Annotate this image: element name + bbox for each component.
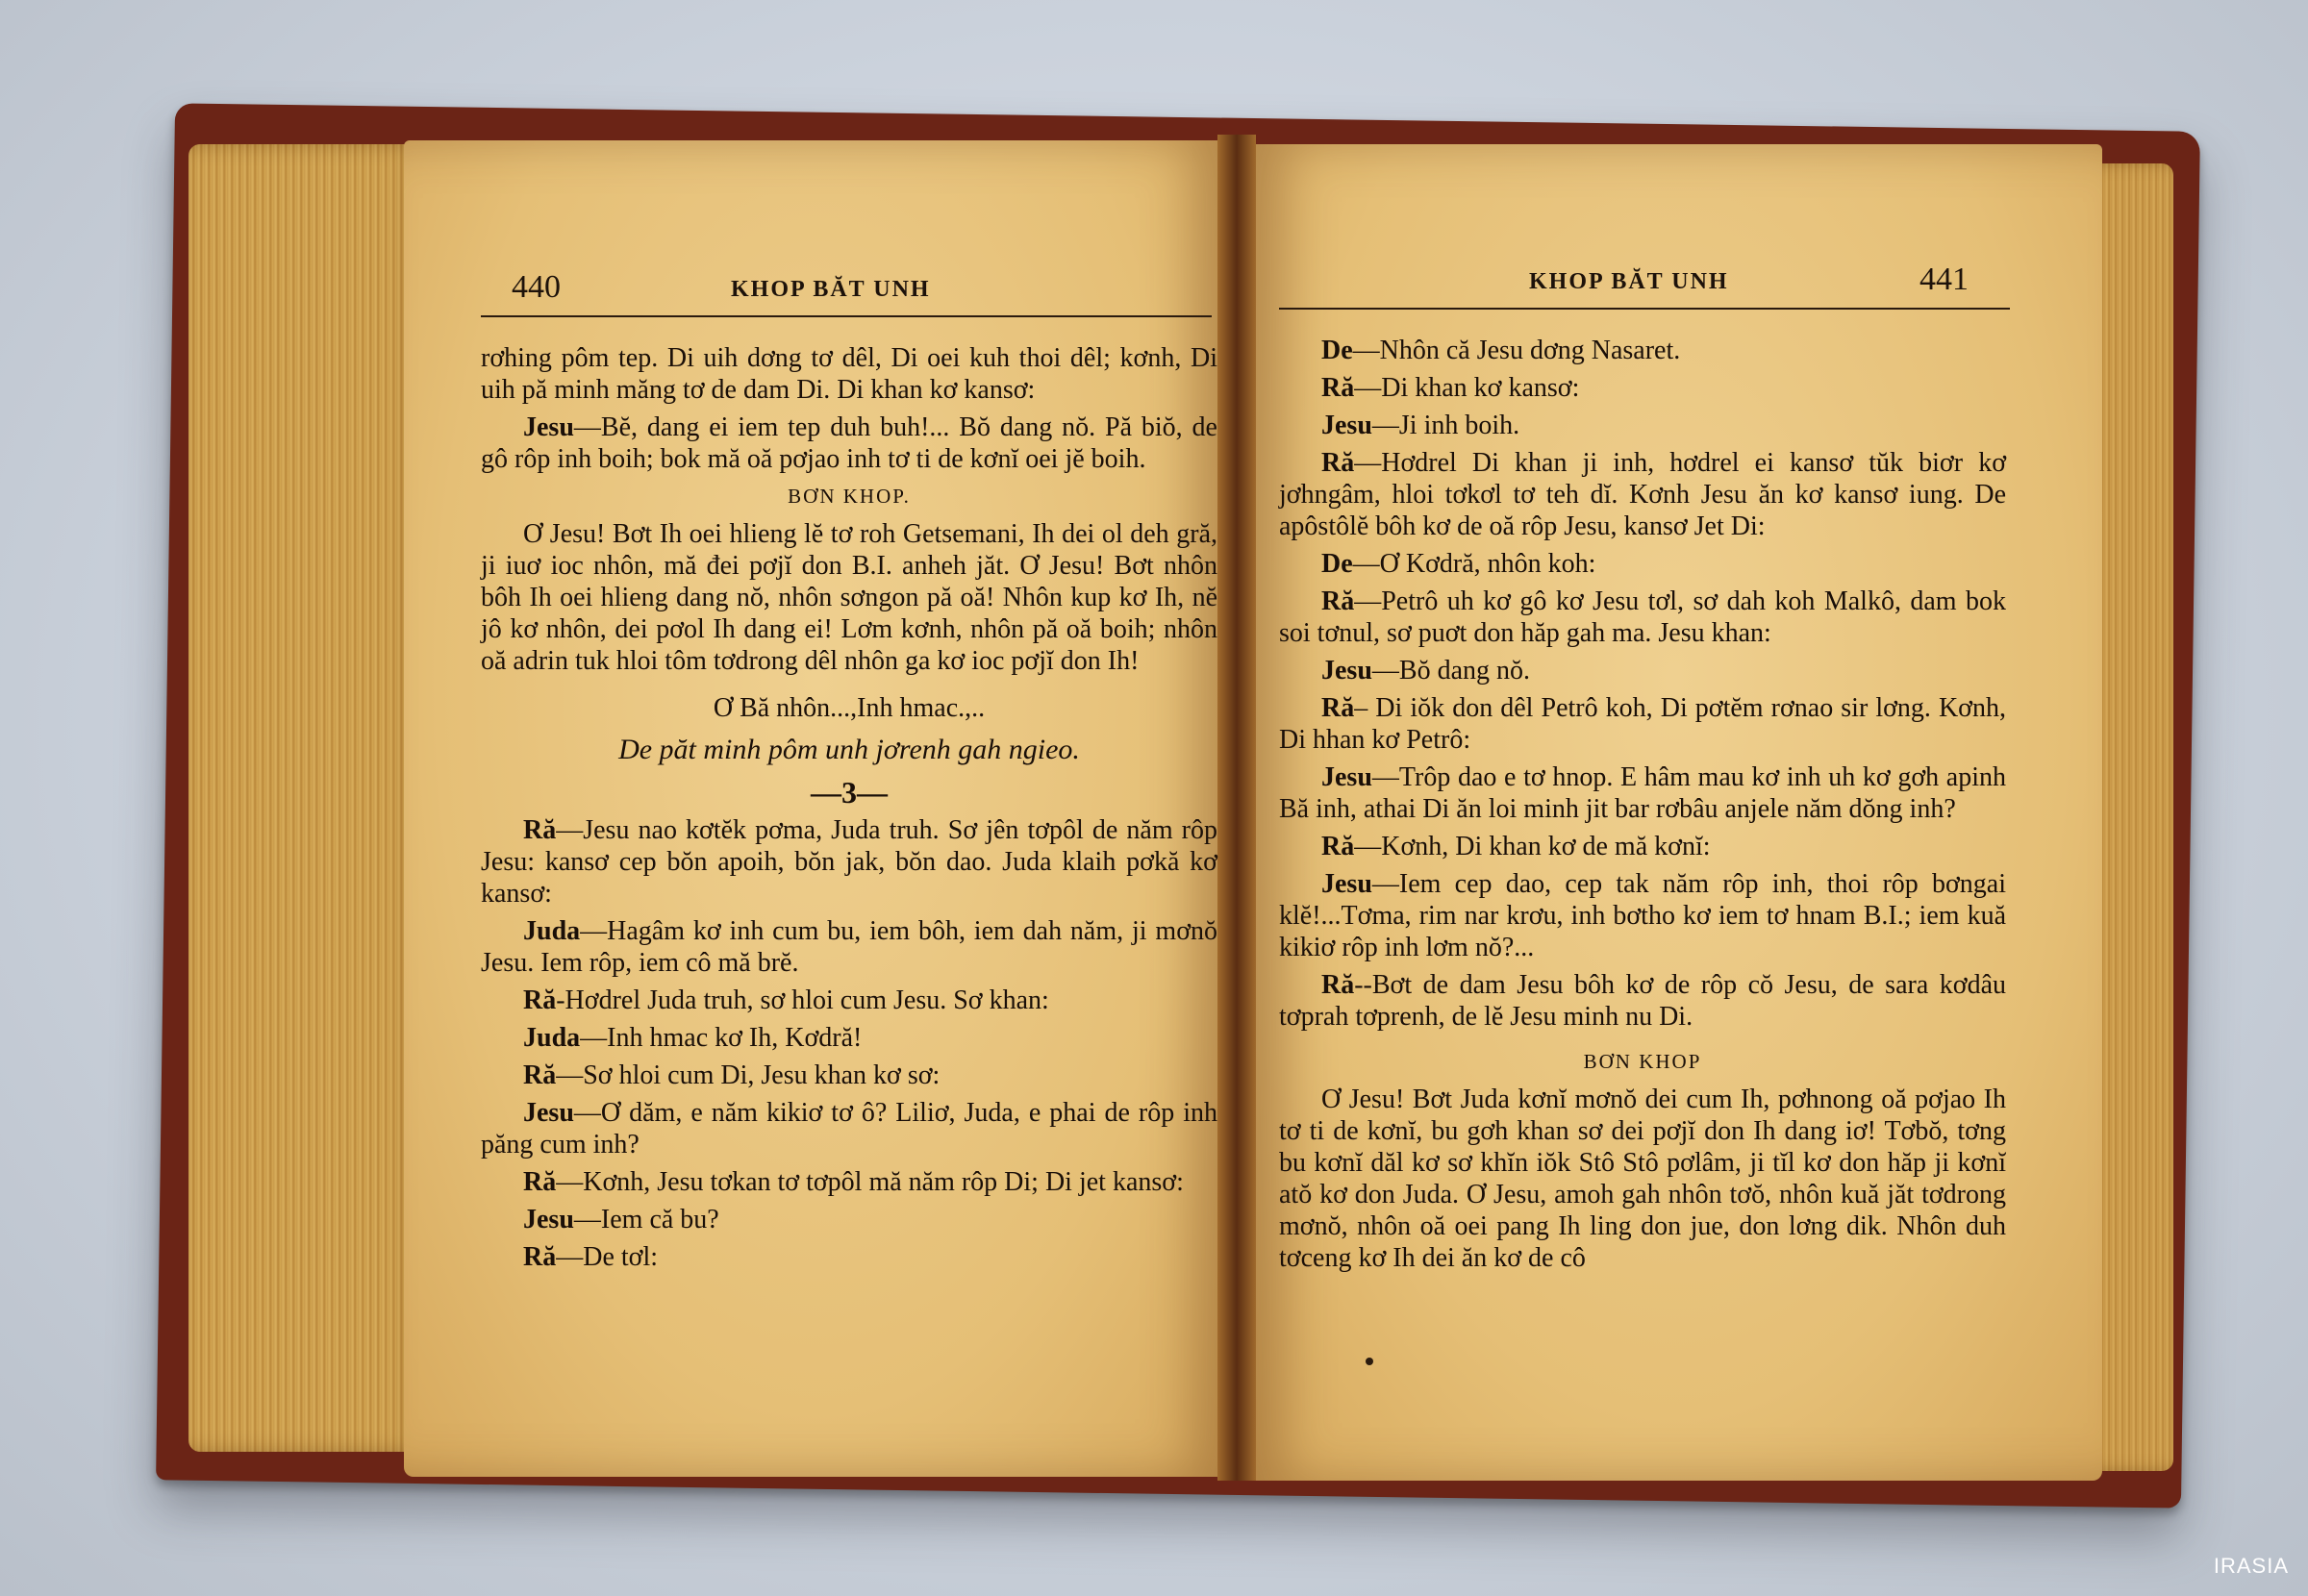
- speech: Ră-Hơdrel Juda truh, sơ hloi cum Jesu. Sơ khan:: [523, 985, 1049, 1015]
- speaker: Ră: [1321, 970, 1355, 1000]
- paragraph: rơhing pôm tep. Di uih dơng tơ dêl, Di oei kuh thoi dêl; kơnh, Di uih pă minh măng tơ de dam Di. Di khan kơ kansơ:: [481, 343, 1217, 405]
- speech: Juda—Inh hmac kơ Ih, Kơdră!: [523, 1023, 863, 1053]
- speech: Ră—Sơ hloi cum Di, Jesu khan kơ sơ:: [523, 1060, 941, 1090]
- paragraph: Ơ Jesu! Bơt Ih oei hlieng lĕ tơ roh Getsemani, Ih dei ol deh gră, ji iuơ ioc nhôn, mă đei pơjĭ don B.I. anheh jăt. Ơ Jesu! Bơt nhôn bôh Ih oei hlieng dang nŏ, nhôn sơngon pă oă! Nhôn kup kơ Ih, nĕ jô kơ nhôn, dei pơol Ih dang ei! Lơm kơnh, nhôn pă oă boih; nhôn oă adrin tuk hloi tôm tơdrong dêl nhôn ga kơ ioc pơjĭ don Ih!: [481, 519, 1217, 676]
- speaker: Ră: [1321, 373, 1355, 403]
- speech: [481, 411, 1217, 475]
- speaker: Jesu: [1321, 411, 1372, 440]
- left-header-rule: [481, 315, 1212, 317]
- speaker: Jesu: [1321, 869, 1372, 899]
- speaker: Jesu: [523, 1205, 574, 1234]
- speech: Jesu—Bŏ dang nŏ.: [1321, 656, 1531, 686]
- speaker: Ră: [523, 1060, 557, 1090]
- speech: Jesu—Iem că bu?: [523, 1205, 719, 1234]
- speaker: Juda: [523, 1023, 581, 1053]
- speech: Ră--Bơt de dam Jesu bôh kơ de rôp cŏ Jesu, de sara kơdâu tơprah tơprenh, de lĕ Jesu minh nu Di.: [1279, 970, 2006, 1032]
- paragraph: Ơ Jesu! Bơt Juda kơnĭ mơnŏ dei cum Ih, pơhnong oă pơjao Ih tơ ti de kơnĭ, bu gơh khan sơ dei pơjĭ don Ih dang iơ! Tơbŏ, tơng bu kơnĭ dăl kơ sơ khĭn iŏk Stô Stô pơlâm, ji tĭl kơ don hăp ji kơnĭ atŏ kơ don Juda. Ơ Jesu, amoh gah nhôn tơŏ, nhôn kuă jăt tơdrong mơnŏ, nhôn oă oei pang Ih ling don jue, don lơng dik. Nhôn duh tơceng kơ Ih dei ăn kơ de cô: [1279, 1085, 2006, 1273]
- speech: Ră—Kơnh, Jesu tơkan tơ tơpôl mă năm rôp Di; Di jet kansơ:: [523, 1167, 1184, 1197]
- speaker: Ră: [1321, 586, 1355, 616]
- speech: De—Nhôn că Jesu dơng Nasaret.: [1321, 336, 1681, 365]
- left-page-number: 440: [512, 269, 561, 305]
- speaker: De: [1321, 549, 1353, 579]
- speech: Ră—Di khan kơ kansơ:: [1321, 373, 1580, 403]
- speech: Ră—Hơdrel Di khan ji inh, hơdrel ei kansơ tŭk biơr kơ jơhngâm, hloi tơkơl tơ teh dĭ. Kơnh Jesu ăn kơ kansơ iung. De apôstôlĕ bôh kơ de oă rôp Jesu, kansơ Jet Di:: [1279, 448, 2006, 541]
- speaker: Ră: [1321, 832, 1355, 861]
- speech: Jesu—Ơ dăm, e năm kikiơ tơ ô? Liliơ, Juda, e phai de rôp inh păng cum inh?: [481, 1098, 1217, 1160]
- speech: Jesu—Trôp dao e tơ hnop. E hâm mau kơ inh uh kơ gơh apinh Bă inh, athai Di ăn loi minh jit bar rơbâu anjele năm dŏng inh?: [1279, 762, 2006, 824]
- speech: Ră—Jesu nao kơtĕk pơma, Juda truh. Sơ jên tơpôl de năm rôp Jesu: kansơ cep bŏn apoih, bŏn jak, bŏn dao. Juda klaih pơkă kơ kansơ:: [481, 815, 1217, 909]
- page-mark: [1366, 1358, 1373, 1365]
- speaker: Ră: [523, 985, 557, 1015]
- section-heading: BƠN KHOP.: [788, 485, 911, 508]
- right-header-rule: [1279, 308, 2010, 310]
- speech: Jesu—Ji inh boih.: [1321, 411, 1520, 440]
- book-gutter: [1217, 135, 1256, 1481]
- speaker: Juda: [523, 916, 581, 946]
- speech: De—Ơ Kơdră, nhôn koh:: [1321, 549, 1596, 579]
- speech: Ră—De tơl:: [523, 1242, 659, 1272]
- section-heading: BƠN KHOP: [1583, 1050, 1702, 1073]
- watermark: IRASIA: [2213, 1554, 2289, 1578]
- speaker: Ră: [523, 1167, 557, 1197]
- speaker: Ră: [1321, 448, 1355, 478]
- speaker: Ră: [1321, 693, 1355, 723]
- speaker: Ră: [523, 815, 557, 845]
- left-page-edges: [188, 144, 419, 1452]
- speech-text: —Bĕ, dang ei iem tep duh buh!... Bŏ dang nŏ. Pă biŏ, de gô rôp inh boih; bok mă oă pơjao inh tơ ti de kơnĭ oei jĕ boih.: [481, 412, 1217, 474]
- speech: Ră—Petrô uh kơ gô kơ Jesu tơl, sơ dah koh Malkô, dam bok soi tơnul, sơ puơt don hăp gah ma. Jesu khan:: [1279, 586, 2006, 648]
- speaker: Jesu: [1321, 656, 1372, 686]
- left-page-text: [481, 342, 1217, 1279]
- left-running-head: KHOP BĂT UNH: [731, 277, 931, 302]
- speech: Ră– Di iŏk don dêl Petrô koh, Di pơtĕm rơnao sir lơng. Kơnh, Di hhan kơ Petrô:: [1279, 693, 2006, 755]
- speaker: Jesu: [523, 412, 574, 442]
- rubric: De păt minh pôm unh jơrenh gah ngieo.: [618, 734, 1080, 765]
- right-page-number: 441: [1919, 262, 1969, 297]
- section-number: —3—: [811, 775, 888, 810]
- speaker: De: [1321, 336, 1353, 365]
- right-running-head: KHOP BĂT UNH: [1529, 269, 1729, 294]
- speech: Jesu—Iem cep dao, cep tak năm rôp inh, thoi rôp bơngai klĕ!...Tơma, rim nar krơu, inh bơtho kơ iem tơ hnam B.I.; iem kuă kikiơ rôp inh lơm nŏ?...: [1279, 869, 2006, 962]
- speech: Ră—Kơnh, Di khan kơ de mă kơnĭ:: [1321, 832, 1711, 861]
- speaker: Jesu: [523, 1098, 574, 1128]
- speaker: Ră: [523, 1242, 557, 1272]
- speech: Juda—Hagâm kơ inh cum bu, iem bôh, iem dah năm, ji mơnŏ Jesu. Iem rôp, iem cô mă brĕ.: [481, 916, 1217, 978]
- right-page-text: [1279, 335, 2006, 1280]
- speaker: Jesu: [1321, 762, 1372, 792]
- prayer-line: Ơ Bă nhôn...,Inh hmac.,..: [713, 693, 986, 723]
